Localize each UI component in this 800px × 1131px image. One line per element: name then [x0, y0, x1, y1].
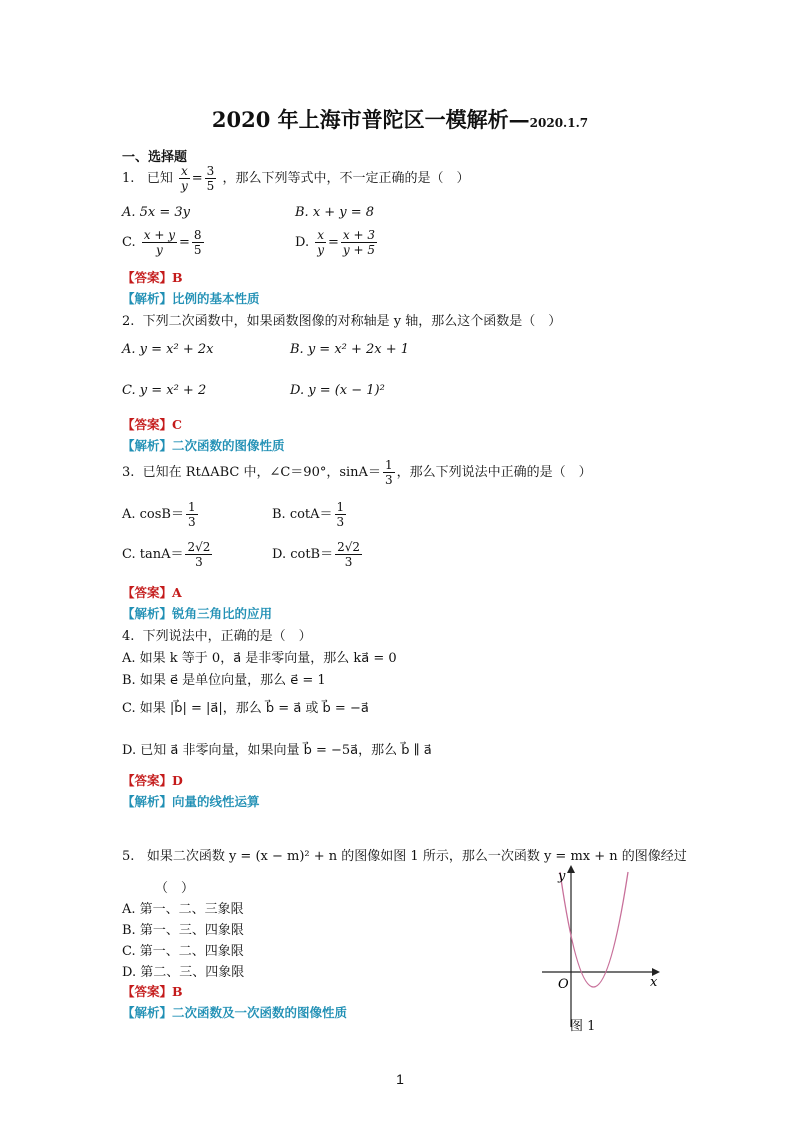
question-3: 3. 已知在 RtΔABC 中，∠C＝90°，sinA＝ $\frac{1}{3}$ ，那么下列说法中正确的是（ ）	[122, 458, 592, 487]
q3-analysis: 【解析】锐角三角比的应用	[122, 606, 273, 621]
q5-analysis: 【解析】二次函数及一次函数的图像性质	[122, 1005, 348, 1020]
q3-option-b: B. cotA＝ $\frac{1}{3}$	[272, 500, 345, 529]
q4-option-b: B. 如果 e⃗ 是单位向量，那么 e⃗ = 1	[122, 673, 326, 688]
q5-option-d: D. 第二、三、四象限	[122, 965, 245, 980]
q1-pre: 已知	[146, 171, 173, 186]
q2-analysis: 【解析】二次函数的图像性质	[122, 438, 285, 453]
q3-option-c: C. tanA＝ $\frac{2√2}{3}$	[122, 540, 211, 569]
x-axis-label: x	[650, 975, 658, 990]
q4-option-c: C. 如果 |b⃗| = |a⃗|，那么 b⃗ = a⃗ 或 b⃗ = −a⃗	[122, 701, 369, 716]
q5-option-c: C. 第一、二、四象限	[122, 944, 244, 959]
question-4: 4. 下列说法中，正确的是（ ）	[122, 629, 312, 644]
q2-option-b: B. y = x² + 2x + 1	[290, 342, 410, 357]
q1-option-a: A. 5x = 3y	[122, 205, 191, 220]
question-2: 2. 下列二次函数中，如果函数图像的对称轴是 y 轴，那么这个函数是（ ）	[122, 314, 562, 329]
q5-paren: （ ）	[155, 881, 195, 896]
q4-option-a: A. 如果 k 等于 0，a⃗ 是非零向量，那么 ka⃗ = 0	[122, 651, 397, 666]
q3-option-a: A. cosB＝ $\frac{1}{3}$	[122, 500, 196, 529]
q1-option-c: C. $\frac{x + y}{y}$ = $\frac{8}{5}$	[122, 228, 202, 257]
q1-option-d: D. $\frac{x}{y}$ = $\frac{x + 3}{y + 5}$	[295, 228, 376, 257]
q1-fraction-left: $\frac{x}{y}$	[180, 164, 188, 193]
q1-post: ，那么下列等式中，不一定正确的是（ ）	[222, 171, 470, 186]
q1-number: 1.	[122, 171, 135, 186]
q3-answer: 【答案】A	[122, 585, 182, 600]
q2-option-a: A. y = x² + 2x	[122, 342, 214, 357]
parabola-curve	[560, 872, 628, 987]
q5-option-a: A. 第一、二、三象限	[122, 902, 244, 917]
q1-fraction-right: $\frac{3}{5}$	[206, 164, 215, 193]
question-5: 5. 如果二次函数 y = (x − m)² + n 的图像如图 1 所示，那么一次函数 y = mx + n 的图像经过	[122, 849, 687, 864]
q1-answer: 【答案】B	[122, 270, 183, 285]
q4-analysis: 【解析】向量的线性运算	[122, 794, 260, 809]
y-axis-label: y	[558, 869, 566, 884]
figure-1-graph	[538, 862, 668, 1032]
q3-option-d: D. cotB＝ $\frac{2√2}{3}$	[272, 540, 361, 569]
title-date: 2020.1.7	[529, 116, 589, 130]
q1-analysis: 【解析】比例的基本性质	[122, 291, 260, 306]
page-title	[0, 104, 800, 134]
q2-option-d: D. y = (x − 1)²	[290, 383, 385, 398]
q5-option-b: B. 第一、三、四象限	[122, 923, 244, 938]
q4-option-d: D. 已知 a⃗ 非零向量，如果向量 b⃗ = −5a⃗，那么 b⃗ ∥ a⃗	[122, 743, 432, 758]
q1-option-b: B. x + y = 8	[295, 205, 375, 220]
q2-answer: 【答案】C	[122, 417, 182, 432]
q5-answer: 【答案】B	[122, 984, 183, 999]
question-1: 1. 已知 $\frac{x}{y}$ = $\frac{3}{5}$ ，那么下列等式中，不一定正确的是（ ）	[122, 164, 470, 193]
origin-label: O	[558, 977, 569, 992]
title-main: 2020 年上海市普陀区一模解析—	[211, 107, 530, 132]
figure-caption: 图 1	[570, 1019, 596, 1034]
page-number: 1	[396, 1071, 404, 1087]
section-heading: 一、选择题	[122, 150, 188, 165]
q2-option-c: C. y = x² + 2	[122, 383, 207, 398]
y-axis-arrow	[567, 865, 575, 873]
q4-answer: 【答案】D	[122, 773, 183, 788]
